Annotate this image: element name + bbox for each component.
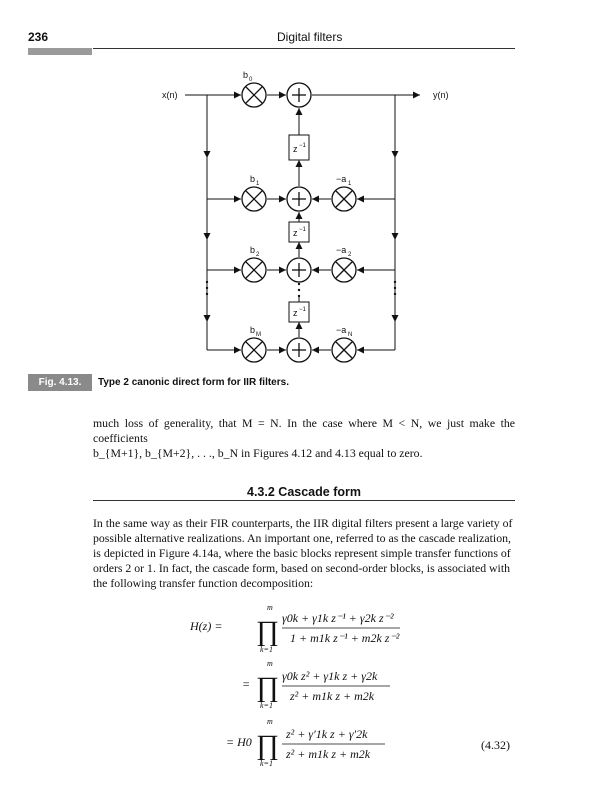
paragraph-line: b_{M+1}, b_{M+2}, . . ., b_N in Figures 4.12 and 4.13 equal to zero. bbox=[93, 446, 423, 460]
product-symbol-1: ∏ bbox=[256, 616, 280, 647]
svg-text:m: m bbox=[267, 603, 273, 612]
section-heading bbox=[93, 485, 515, 499]
svg-text:−1: −1 bbox=[299, 227, 306, 233]
svg-text:N: N bbox=[348, 332, 353, 338]
paragraph-line: possible alternative realizations. An important one, referred to as the cascade realization, bbox=[93, 531, 511, 545]
multiplier-a1 bbox=[332, 187, 356, 211]
input-label: x(n) bbox=[162, 90, 178, 100]
delay-label-1: z bbox=[293, 144, 298, 154]
svg-text:k=1: k=1 bbox=[260, 759, 273, 768]
adder-2 bbox=[287, 258, 311, 282]
eq-row3-denominator: z² + m1k z + m2k bbox=[286, 747, 371, 761]
multiplier-a2 bbox=[332, 258, 356, 282]
coeff-a1: −a bbox=[336, 174, 347, 184]
coeff-aN: −a bbox=[336, 325, 347, 335]
paragraph-line: In the same way as their FIR counterparts, the IIR digital filters present a large variety of bbox=[93, 516, 513, 530]
svg-text:0: 0 bbox=[249, 77, 253, 83]
eq-row3-prefix: = H0 bbox=[226, 735, 252, 749]
eq-lhs: H(z) = bbox=[190, 619, 223, 633]
paragraph-line: the following transfer function decomposition: bbox=[93, 576, 314, 590]
svg-text:M: M bbox=[256, 332, 261, 338]
coeff-bM: b bbox=[250, 325, 256, 335]
svg-text:2: 2 bbox=[256, 252, 260, 258]
eq-row2-numerator: γ0k z² + γ1k z + γ2k bbox=[282, 669, 378, 683]
running-title: Digital filters bbox=[277, 30, 343, 44]
equation-number: (4.32) bbox=[481, 738, 510, 752]
paragraph-cascade bbox=[93, 516, 515, 591]
svg-text:1: 1 bbox=[256, 181, 260, 187]
coeff-b0: b bbox=[243, 70, 249, 80]
paragraph-coefficients bbox=[93, 416, 515, 461]
page-number: 236 bbox=[28, 30, 49, 44]
adder-0 bbox=[287, 83, 311, 107]
multiplier-b2 bbox=[242, 258, 266, 282]
coeff-a2: −a bbox=[336, 245, 347, 255]
adder-1 bbox=[287, 187, 311, 211]
svg-text:1: 1 bbox=[348, 181, 352, 187]
paragraph-line: much loss of generality, that M = N. In the case where M < N, we just make the coefficients bbox=[93, 416, 515, 445]
product-symbol-2: ∏ bbox=[256, 672, 280, 703]
svg-text:k=1: k=1 bbox=[260, 701, 273, 710]
eq-row1-denominator: 1 + m1k z⁻¹ + m2k z⁻² bbox=[290, 631, 400, 645]
equation-4-32 bbox=[190, 600, 490, 770]
svg-text:m: m bbox=[267, 717, 273, 726]
svg-text:−1: −1 bbox=[299, 307, 306, 313]
header-rule bbox=[93, 48, 515, 49]
iir-direct-form-diagram bbox=[0, 55, 608, 370]
svg-text:=: = bbox=[242, 677, 251, 691]
output-label: y(n) bbox=[433, 90, 449, 100]
multiplier-b1 bbox=[242, 187, 266, 211]
header-tab-marker bbox=[28, 48, 92, 55]
figure-label: Fig. 4.13. bbox=[28, 374, 92, 391]
delay-label-n: z bbox=[293, 308, 298, 318]
svg-text:k=1: k=1 bbox=[260, 645, 273, 654]
adder-m bbox=[287, 338, 311, 362]
paragraph-line: is depicted in Figure 4.14a, where the basic blocks represent simple transfer functions of bbox=[93, 546, 511, 560]
svg-text:m: m bbox=[267, 659, 273, 668]
eq-row3-numerator: z² + γ′1k z + γ′2k bbox=[286, 727, 368, 741]
section-title: Cascade form bbox=[278, 485, 361, 499]
paragraph-line: orders 2 or 1. In fact, the cascade form, based on second-order blocks, is associated with bbox=[93, 561, 511, 575]
svg-text:−1: −1 bbox=[299, 143, 306, 149]
coeff-b1: b bbox=[250, 174, 256, 184]
multiplier-b0 bbox=[242, 83, 266, 107]
section-number: 4.3.2 bbox=[247, 485, 275, 499]
coeff-b2: b bbox=[250, 245, 256, 255]
eq-row1-numerator: γ0k + γ1k z⁻¹ + γ2k z⁻² bbox=[282, 611, 394, 625]
section-rule bbox=[93, 500, 515, 501]
svg-text:2: 2 bbox=[348, 252, 352, 258]
multiplier-aN bbox=[332, 338, 356, 362]
figure-caption: Type 2 canonic direct form for IIR filters. bbox=[98, 377, 289, 388]
delay-label-2: z bbox=[293, 228, 298, 238]
multiplier-bM bbox=[242, 338, 266, 362]
eq-row2-denominator: z² + m1k z + m2k bbox=[290, 689, 375, 703]
product-symbol-3: ∏ bbox=[256, 730, 280, 761]
